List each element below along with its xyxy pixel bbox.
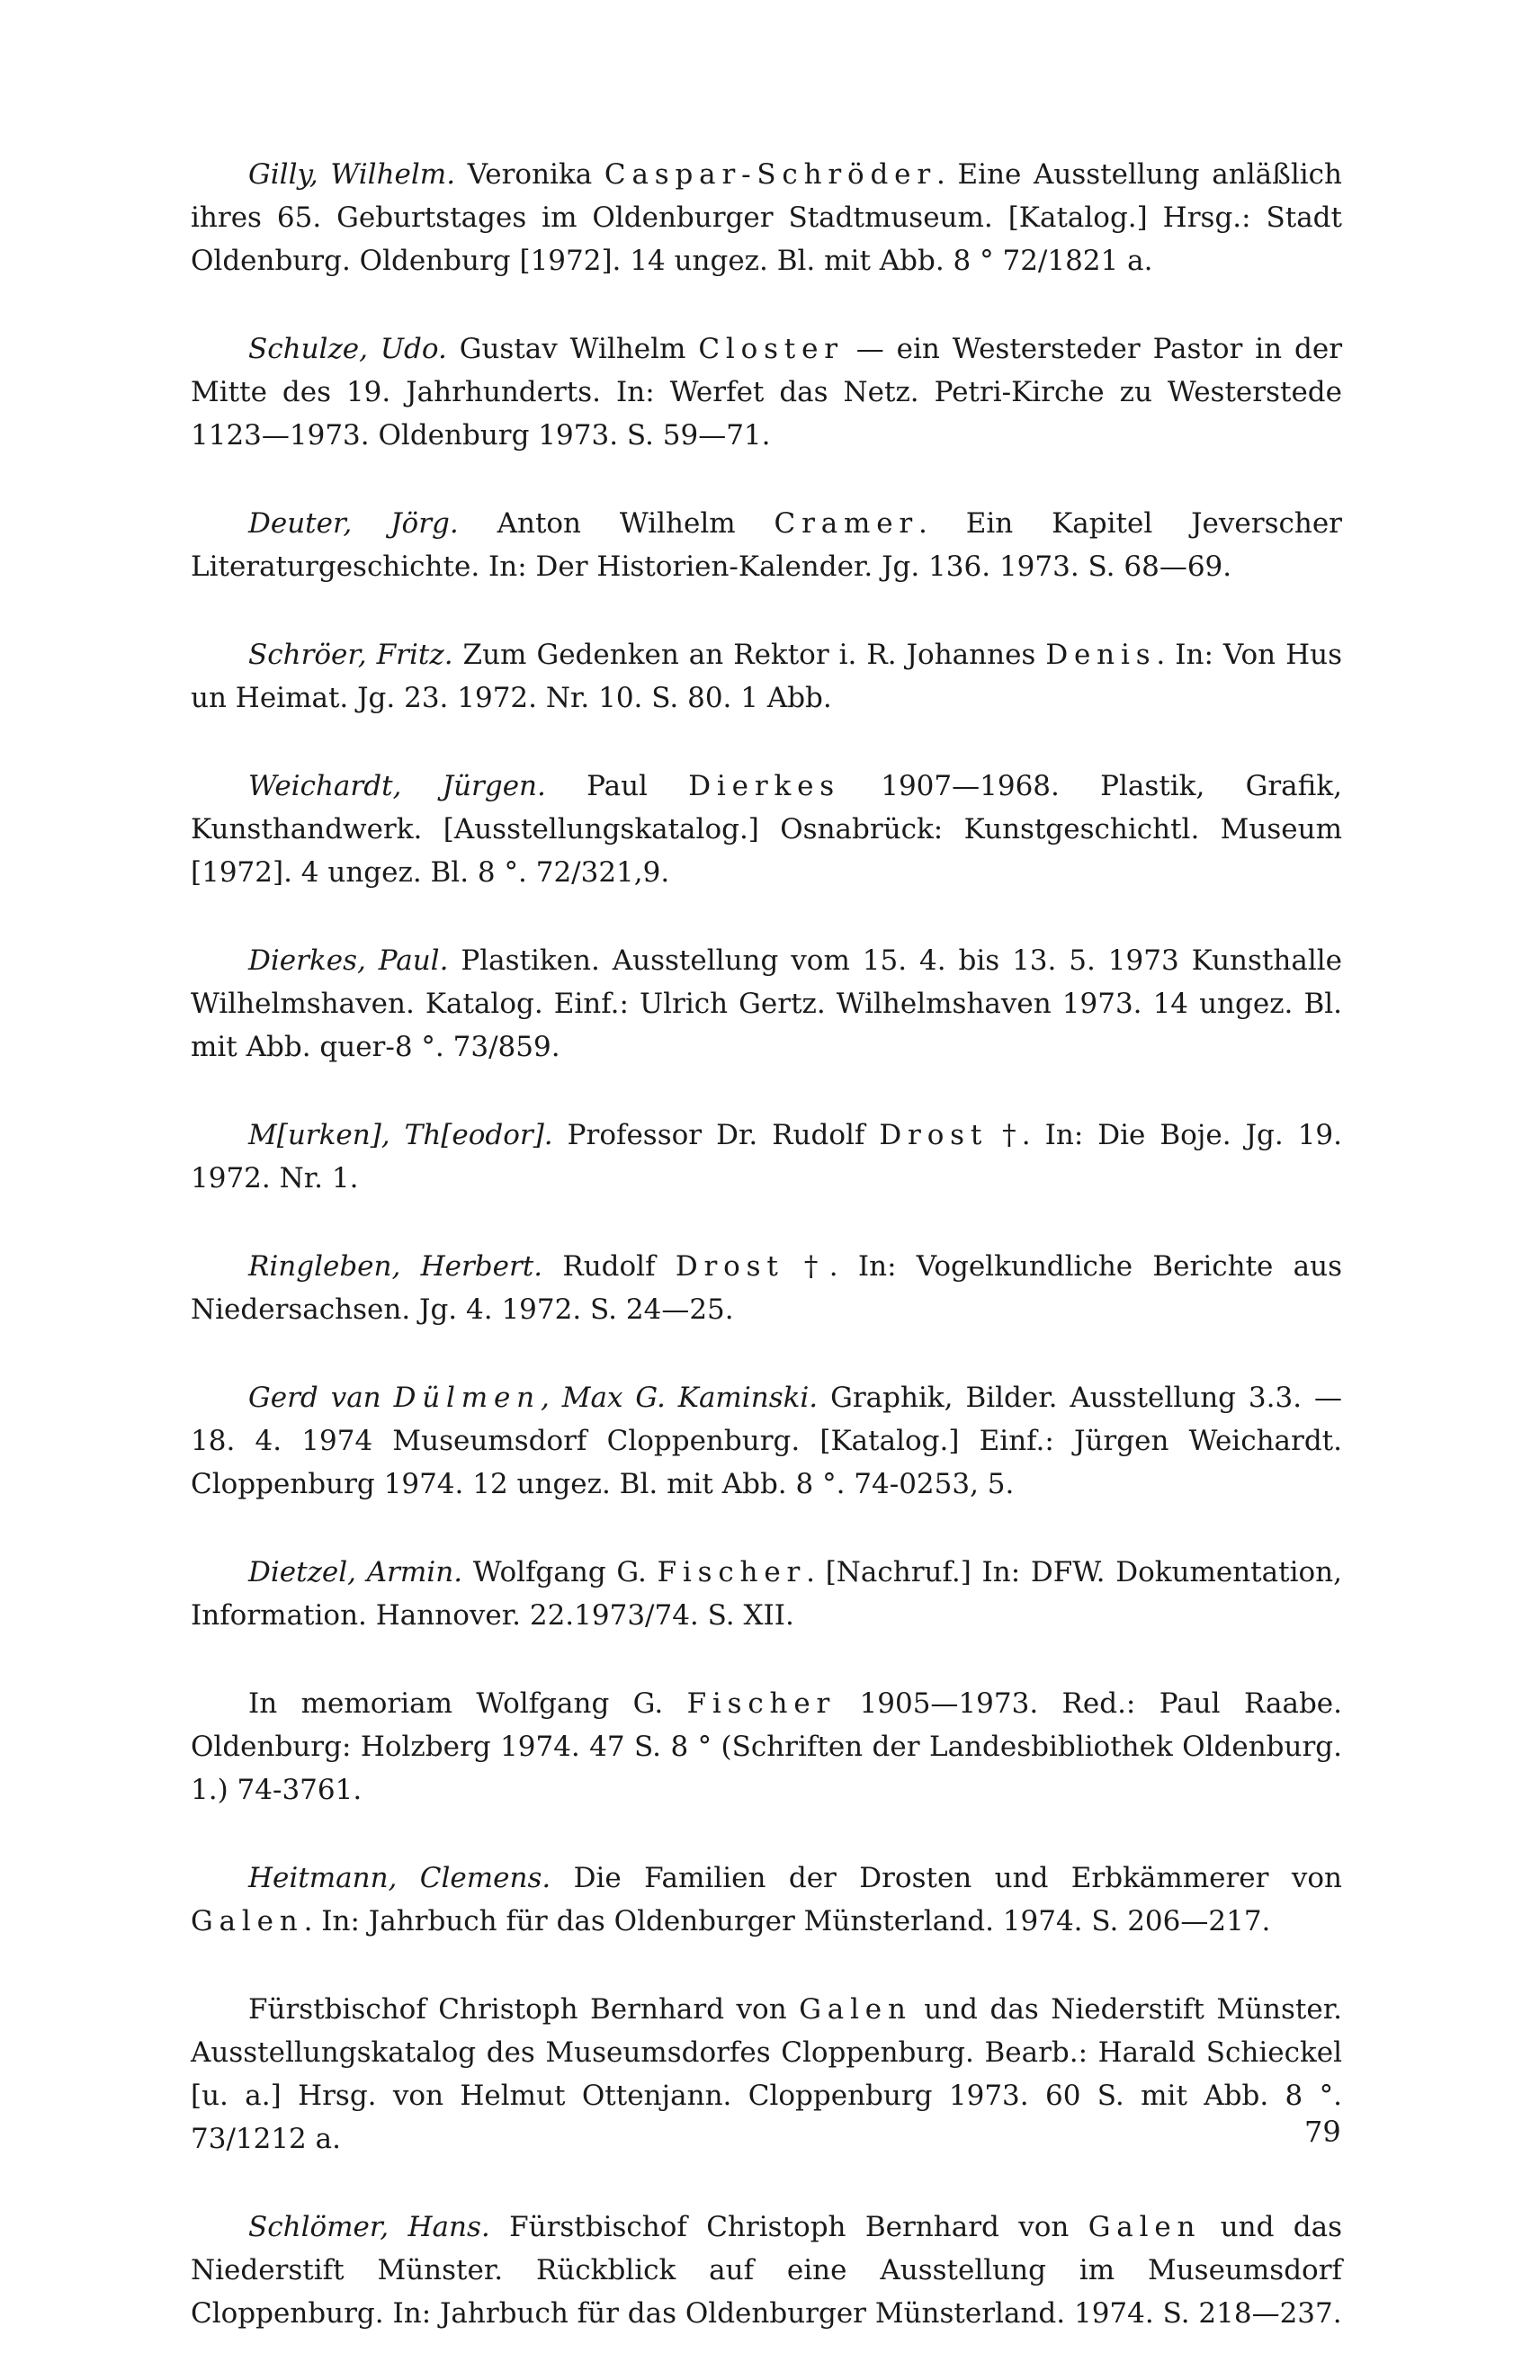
bibliography-entry <box>191 153 1342 282</box>
entry-spaced-name: Fischer <box>686 1687 837 1720</box>
entry-author: Gilly, Wilhelm. <box>248 158 456 191</box>
entry-body: Wolfgang G. <box>462 1556 658 1588</box>
entry-body: Die Familien der Drosten und Erbkämmerer von <box>551 1862 1342 1894</box>
entry-body: — ein Westersteder Pastor in der Mitte des 19. Jahrhunderts. In: Werfet das Netz. Petri-Kirche zu Westerstede 1123—1973. Oldenburg 1973. S. 59—71. <box>191 333 1343 452</box>
entry-text <box>191 765 1342 894</box>
entry-body: . Ein Kapitel Jeverscher Literaturgeschichte. In: Der Historien-Kalender. Jg. 136. 1973. S. 68—69. <box>191 507 1342 583</box>
entry-author: Schröer, Fritz. <box>248 639 453 671</box>
entry-text <box>191 1114 1342 1200</box>
entry-text <box>191 1245 1342 1331</box>
entry-body: . In: Von Hus un Heimat. Jg. 23. 1972. Nr. 10. S. 80. 1 Abb. <box>191 639 1342 714</box>
entry-body: †. In: Die Boje. Jg. 19. 1972. Nr. 1. <box>191 1119 1342 1194</box>
entry-text <box>191 1551 1342 1637</box>
bibliography-entry <box>191 1376 1342 1506</box>
entry-body: †. In: Vogelkundliche Berichte aus Niedersachsen. Jg. 4. 1972. S. 24—25. <box>191 1250 1342 1326</box>
entry-author: Dietzel, Armin. <box>248 1556 463 1588</box>
entry-body: In memoriam Wolfgang G. <box>248 1687 687 1720</box>
bibliography-entry <box>191 1551 1342 1637</box>
entry-author: , Max G. Kaminski. <box>540 1382 819 1414</box>
entry-author: Schlömer, Hans. <box>248 2211 490 2243</box>
bibliography-entry <box>191 327 1342 457</box>
bibliography-entry <box>191 1682 1342 1812</box>
entry-author: Schulze, Udo. <box>248 333 447 365</box>
entry-author: Heitmann, Clemens. <box>248 1862 551 1894</box>
entry-author: Weichardt, Jürgen. <box>248 770 546 802</box>
bibliography-list <box>191 153 1342 2380</box>
entry-text <box>191 1988 1342 2161</box>
entry-spaced-name: Fischer <box>657 1556 807 1588</box>
entry-author: Dierkes, Paul. <box>248 944 449 977</box>
entry-body: 1905—1973. Red.: Paul Raabe. Oldenburg: Holzberg 1974. 47 S. 8 ° (Schriften der Landesbibliothek Oldenburg. 1.) 74-3761. <box>191 1687 1342 1806</box>
entry-body: . In: Jahrbuch für das Oldenburger Münsterland. 1974. S. 206—217. <box>303 1905 1271 1937</box>
entry-body: Fürstbischof Christoph Bernhard von <box>489 2211 1088 2243</box>
entry-body: 1907—1968. Plastik, Grafik, Kunsthandwerk. [Ausstellungskatalog.] Osnabrück: Kunstgeschichtl. Museum [1972]. 4 ungez. Bl. 8 °. 72/321,9. <box>191 770 1342 889</box>
entry-author: Deuter, Jörg. <box>248 507 459 540</box>
entry-spaced-name: Galen <box>799 1993 912 2026</box>
bibliography-entry <box>191 633 1342 720</box>
entry-body: Anton Wilhelm <box>458 507 774 540</box>
entry-spaced-name: Drost <box>675 1250 784 1283</box>
entry-spaced-name: Cramer <box>774 507 919 540</box>
entry-body: Paul <box>545 770 689 802</box>
entry-author: Ringleben, Herbert. <box>248 1250 543 1283</box>
entry-body: Professor Dr. Rudolf <box>552 1119 880 1151</box>
entry-text <box>191 1857 1342 1943</box>
entry-text <box>191 502 1342 588</box>
entry-body: Fürstbischof Christoph Bernhard von <box>248 1993 800 2026</box>
entry-spaced-name: Galen <box>191 1905 304 1937</box>
entry-text <box>191 633 1342 720</box>
bibliography-entry <box>191 1114 1342 1200</box>
entry-text <box>191 2206 1342 2335</box>
entry-text <box>191 939 1342 1069</box>
bibliography-entry <box>191 939 1342 1069</box>
entry-spaced-name: Denis <box>1045 639 1157 671</box>
entry-body: Graphik, Bilder. Ausstellung 3.3. — 18. 4. 1974 Museumsdorf Cloppenburg. [Katalog.] Einf.: Jürgen Weichardt. Cloppenburg 1974. 12 ungez. Bl. mit Abb. 8 °. 74-0253, 5. <box>191 1382 1342 1500</box>
entry-author: M[urken], Th[eodor]. <box>248 1119 553 1151</box>
entry-author: Gerd van <box>248 1382 394 1414</box>
bibliography-entry <box>191 1988 1342 2161</box>
entry-spaced-name: Caspar-Schröder <box>604 158 936 191</box>
entry-text <box>191 327 1342 457</box>
entry-text <box>191 1682 1342 1812</box>
entry-spaced-name: Dierkes <box>688 770 840 802</box>
bibliography-entry <box>191 765 1342 894</box>
entry-body: und das Niederstift Münster. Rückblick auf eine Ausstellung im Museumsdorf Cloppenburg. In: Jahrbuch für das Oldenburger Münsterland. 1974. S. 218—237. <box>191 2211 1343 2330</box>
entry-body: . [Nachruf.] In: DFW. Dokumentation, Information. Hannover. 22.1973/74. S. XII. <box>191 1556 1342 1632</box>
bibliography-entry <box>191 1245 1342 1331</box>
entry-body: Veronika <box>455 158 604 191</box>
entry-spaced-name: Galen <box>1088 2211 1202 2243</box>
entry-body: Rudolf <box>542 1250 676 1283</box>
bibliography-entry <box>191 2206 1342 2335</box>
entry-body: und das Niederstift Münster. Ausstellungskatalog des Museumsdorfes Cloppenburg. Bearb.: Harald Schieckel [u. a.] Hrsg. von Helmut Ottenjann. Cloppenburg 1973. 60 S. mit Abb. 8 °. 73/1212 a. <box>191 1993 1342 2155</box>
entry-body: Plastiken. Ausstellung vom 15. 4. bis 13. 5. 1973 Kunsthalle Wilhelmshaven. Katalog. Einf.: Ulrich Gertz. Wilhelmshaven 1973. 14 ungez. Bl. mit Abb. quer-8 °. 73/859. <box>191 944 1342 1063</box>
entry-text <box>191 1376 1342 1506</box>
entry-body: Zum Gedenken an Rektor i. R. Johannes <box>452 639 1046 671</box>
entry-spaced-name: Closter <box>698 333 844 365</box>
entry-body: . Eine Ausstellung anläßlich ihres 65. Geburtstages im Oldenburger Stadtmuseum. [Katalog.] Hrsg.: Stadt Oldenburg. Oldenburg [1972]. 14 ungez. Bl. mit Abb. 8 ° 72/1821 a. <box>191 158 1342 277</box>
bibliography-entry <box>191 502 1342 588</box>
entry-body: Gustav Wilhelm <box>446 333 699 365</box>
bibliography-entry <box>191 1857 1342 1943</box>
entry-spaced-name: Drost <box>879 1119 989 1151</box>
page-number: 79 <box>1304 2115 1341 2149</box>
entry-text <box>191 153 1342 282</box>
entry-author-spaced: Dülmen <box>393 1382 541 1414</box>
